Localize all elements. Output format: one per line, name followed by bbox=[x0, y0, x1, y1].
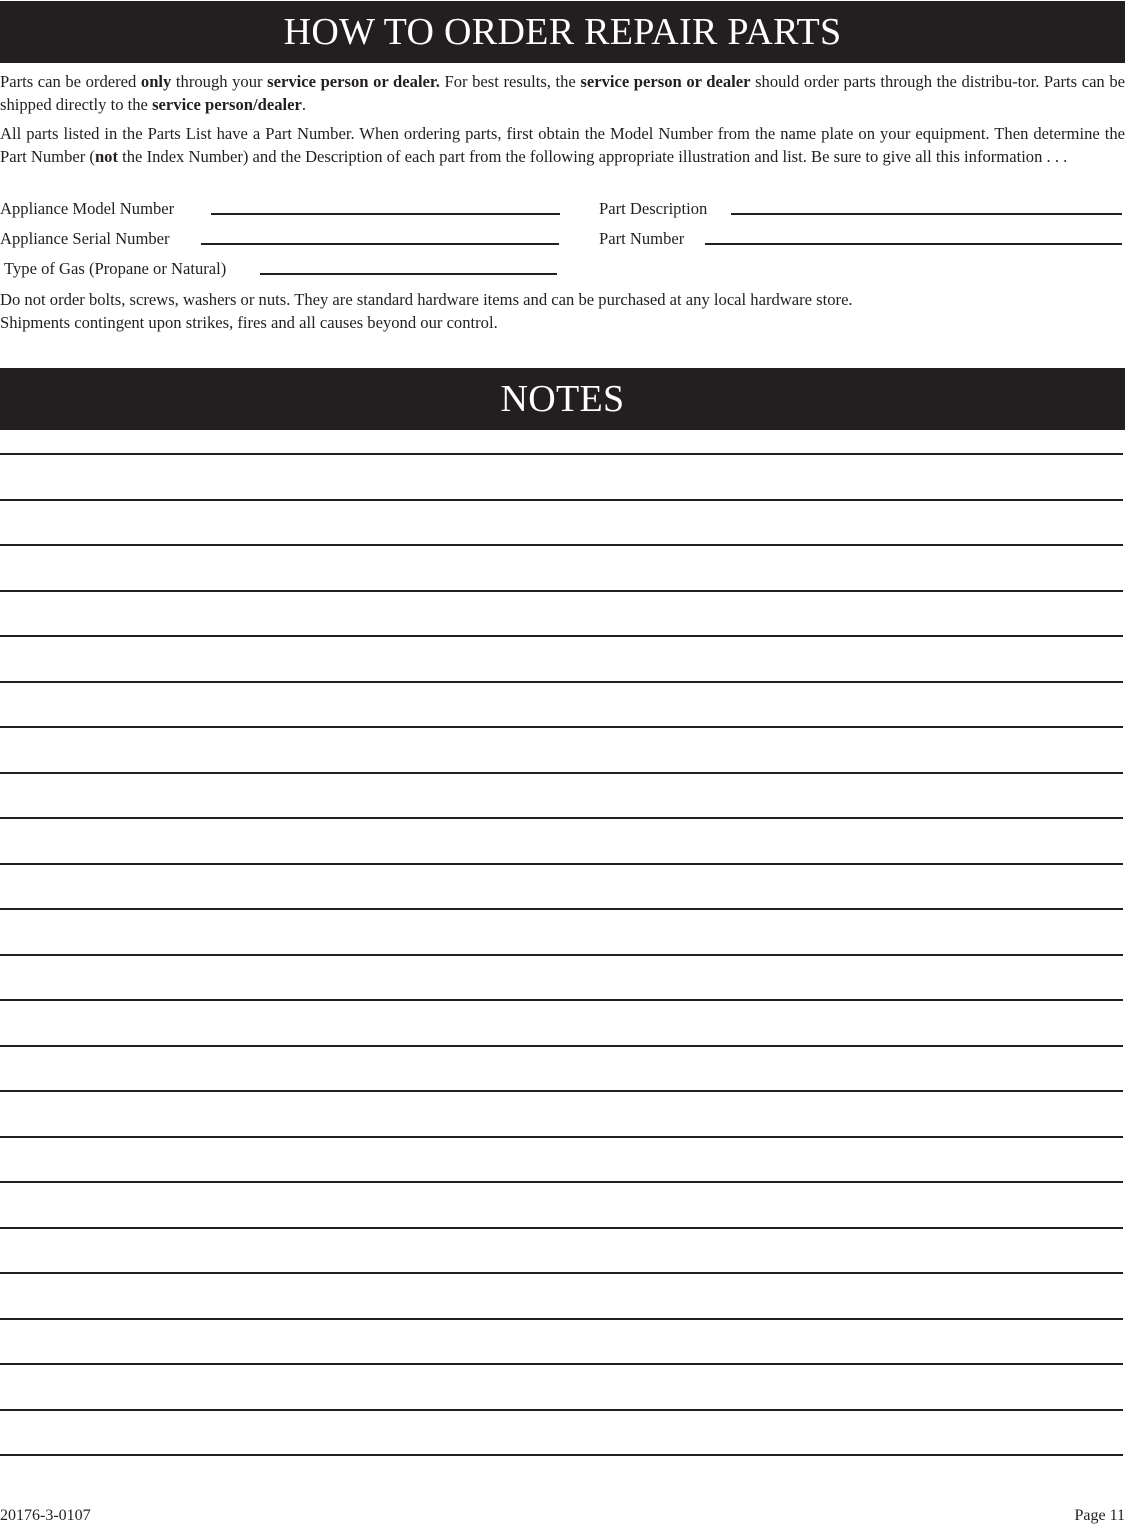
note-line[interactable] bbox=[0, 863, 1123, 865]
serial-number-label: Appliance Serial Number bbox=[0, 229, 170, 248]
model-number-label: Appliance Model Number bbox=[0, 199, 175, 218]
part-number-field[interactable] bbox=[705, 243, 1122, 245]
hardware-notice: Do not order bolts, screws, washers or nuts. They are standard hardware items and can be purchased at any local hardware store. bbox=[0, 290, 853, 309]
emphasis-text: only bbox=[140, 72, 172, 91]
part-number-label: Part Number bbox=[599, 229, 685, 248]
serial-number-field[interactable] bbox=[201, 243, 559, 245]
document-number: 20176-3-0107 bbox=[0, 1507, 91, 1524]
emphasis-text: not bbox=[94, 146, 118, 166]
note-line[interactable] bbox=[0, 772, 1123, 774]
intro-paragraph-1 bbox=[0, 71, 1125, 116]
note-line[interactable] bbox=[0, 681, 1123, 683]
body-text: . bbox=[301, 94, 306, 114]
body-text: For best results, the bbox=[439, 72, 581, 91]
page-title: HOW TO ORDER REPAIR PARTS bbox=[283, 11, 842, 53]
note-line[interactable] bbox=[0, 726, 1123, 728]
shipment-notice: Shipments contingent upon strikes, fires and all causes beyond our control. bbox=[0, 313, 498, 332]
note-line[interactable] bbox=[0, 908, 1123, 910]
note-line[interactable] bbox=[0, 1272, 1123, 1274]
note-line[interactable] bbox=[0, 999, 1123, 1001]
intro-paragraph-2 bbox=[0, 123, 1125, 168]
part-description-field[interactable] bbox=[731, 213, 1122, 215]
note-line[interactable] bbox=[0, 1454, 1123, 1456]
note-line[interactable] bbox=[0, 1409, 1123, 1411]
note-line[interactable] bbox=[0, 1045, 1123, 1047]
gas-type-field[interactable] bbox=[260, 273, 557, 275]
note-line[interactable] bbox=[0, 1318, 1123, 1320]
note-line[interactable] bbox=[0, 544, 1123, 546]
note-line[interactable] bbox=[0, 817, 1123, 819]
body-text: Parts can be ordered bbox=[0, 72, 141, 91]
page-number: Page 11 bbox=[1074, 1507, 1125, 1524]
note-line[interactable] bbox=[0, 1227, 1123, 1229]
note-line[interactable] bbox=[0, 954, 1123, 956]
notes-banner bbox=[0, 368, 1125, 430]
body-text: should order parts through the distribu-tor. Parts can be shipped directly to the bbox=[0, 72, 1125, 114]
note-line[interactable] bbox=[0, 499, 1123, 501]
gas-type-label: Type of Gas (Propane or Natural) bbox=[4, 259, 227, 278]
emphasis-text: service person or dealer. bbox=[267, 72, 440, 91]
page-title-banner bbox=[0, 1, 1125, 63]
body-text: through your bbox=[171, 72, 268, 91]
note-line[interactable] bbox=[0, 1090, 1123, 1092]
model-number-field[interactable] bbox=[211, 213, 560, 215]
body-text: the Index Number) and the Description of each part from the following appropriate illustration and list. Be sure to give all this information . . . bbox=[118, 146, 1068, 166]
emphasis-text: service person or dealer bbox=[580, 72, 751, 91]
notes-title: NOTES bbox=[500, 378, 625, 420]
note-line[interactable] bbox=[0, 590, 1123, 592]
note-line[interactable] bbox=[0, 1136, 1123, 1138]
body-text: All parts listed in the Parts List have a Part Number. When ordering parts, first obtain the Model Number from the name plate on your equipment. Then determine the Part Number ( bbox=[0, 124, 1125, 166]
part-description-label: Part Description bbox=[599, 199, 708, 218]
note-line[interactable] bbox=[0, 1181, 1123, 1183]
note-line[interactable] bbox=[0, 1363, 1123, 1365]
note-line[interactable] bbox=[0, 453, 1123, 455]
note-line[interactable] bbox=[0, 635, 1123, 637]
emphasis-text: service person/dealer bbox=[152, 94, 302, 114]
